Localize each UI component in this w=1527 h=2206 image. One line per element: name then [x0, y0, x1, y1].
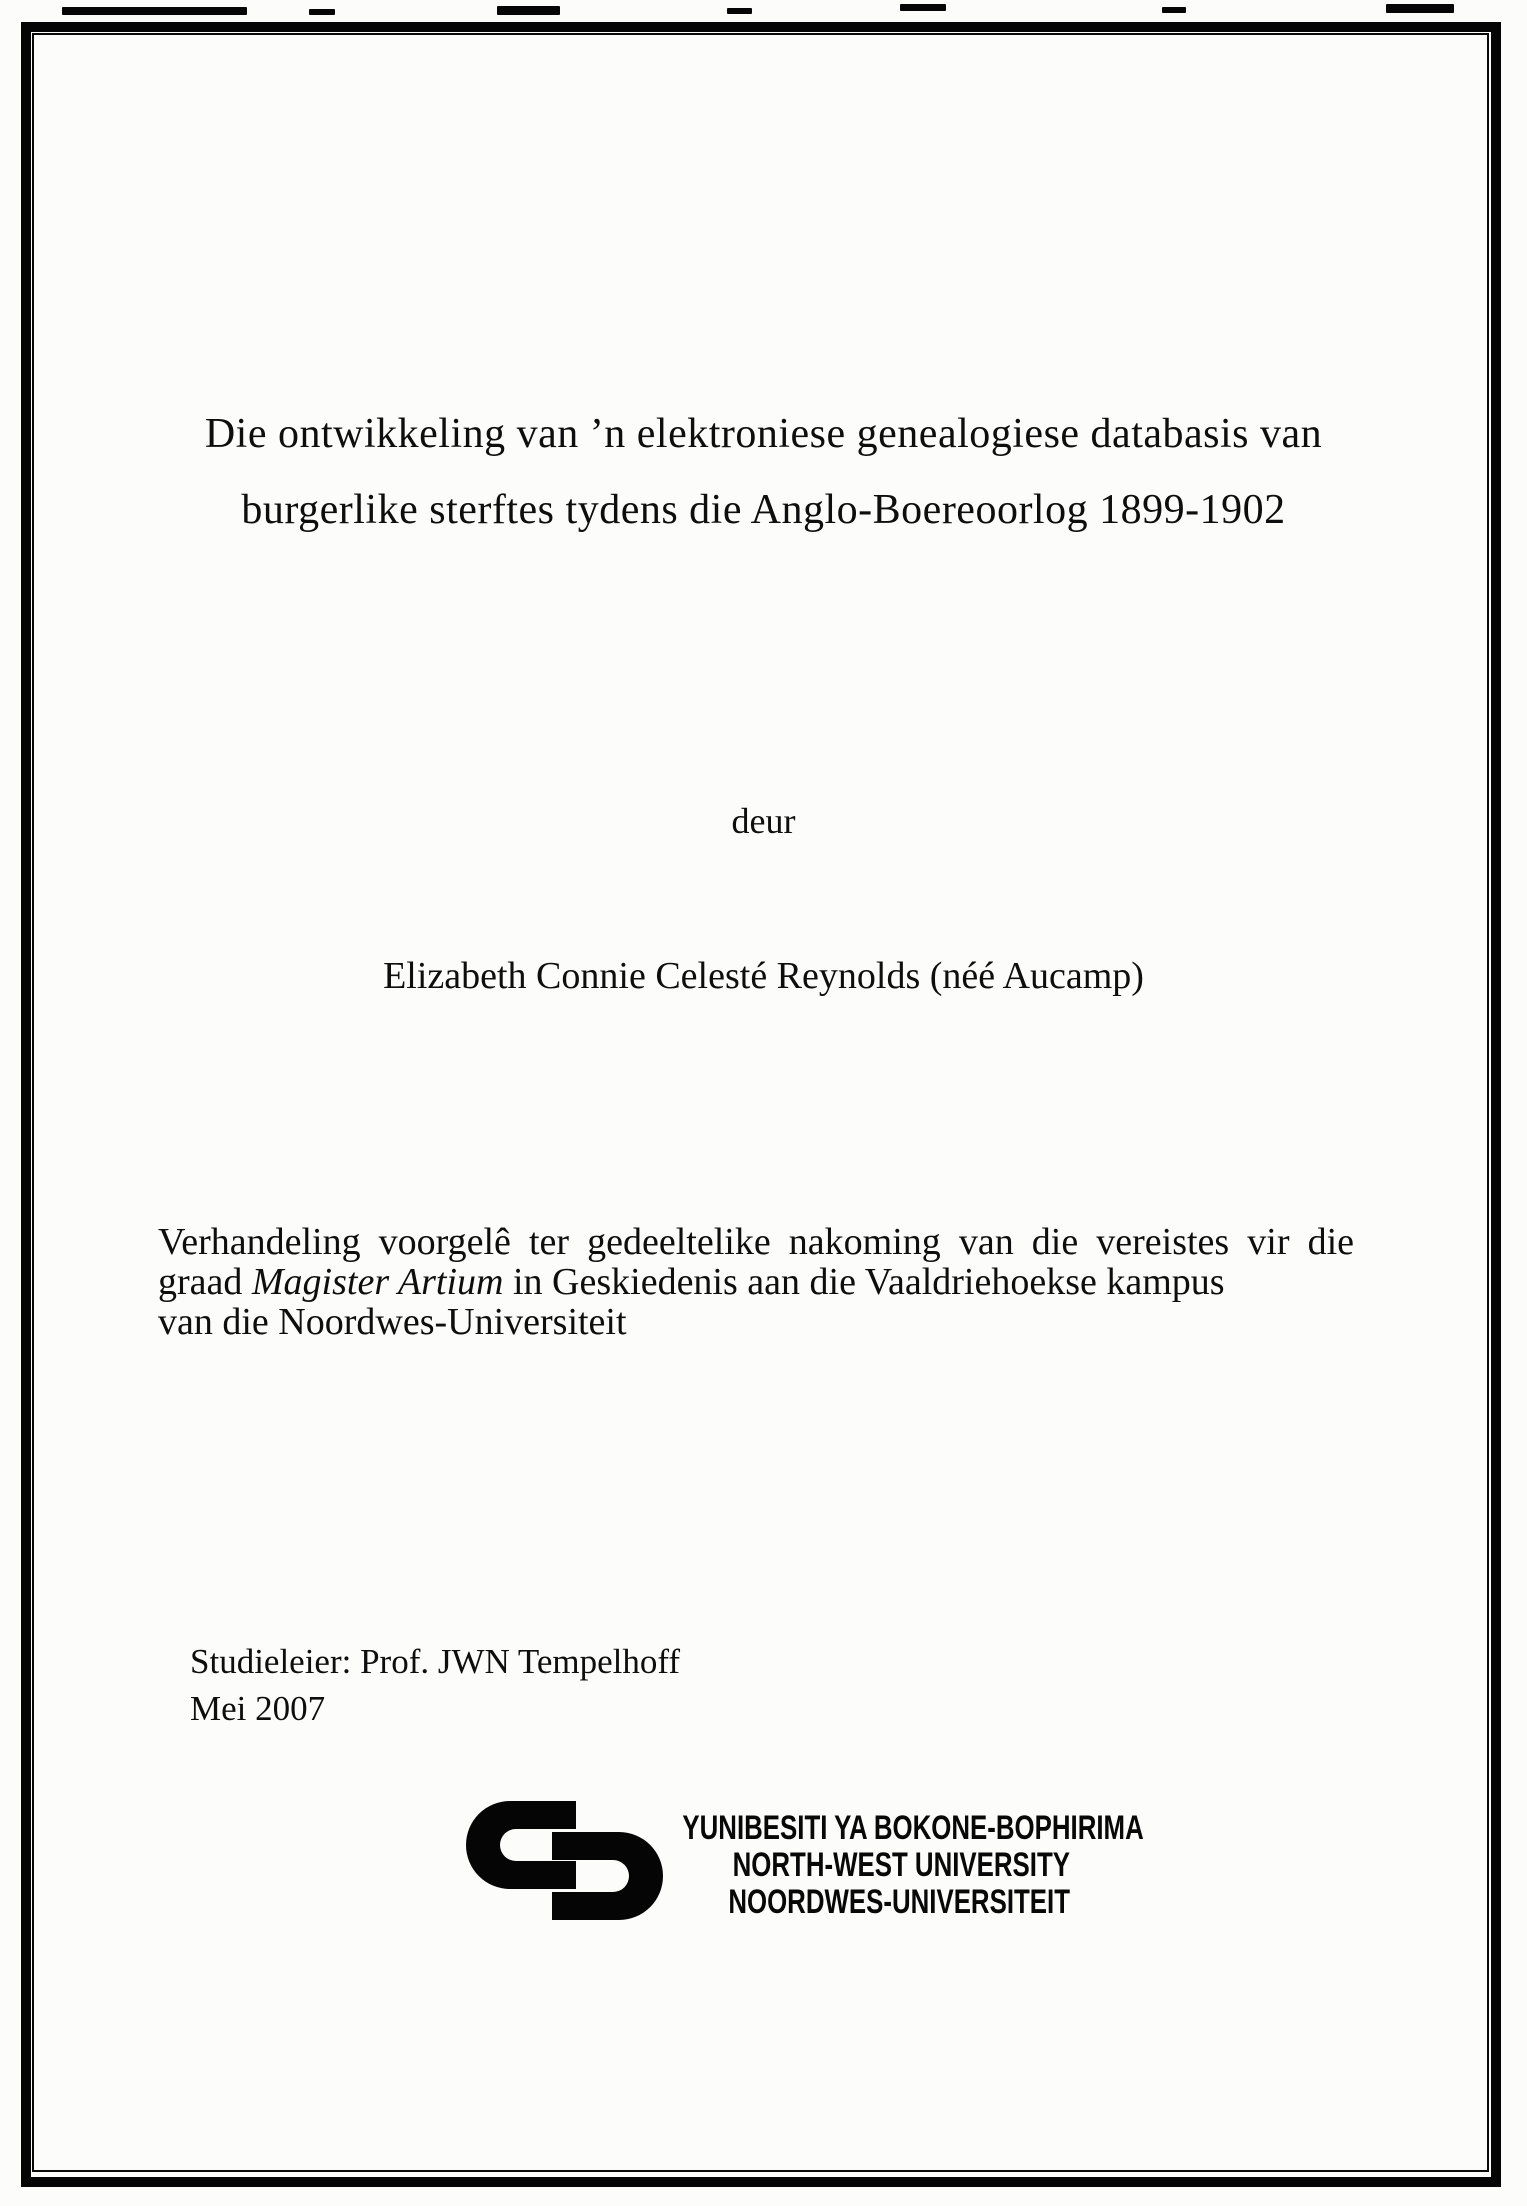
scan-artifact [62, 7, 247, 15]
university-logo [464, 1801, 1144, 1936]
scan-artifact [1162, 7, 1186, 13]
author-name: Elizabeth Connie Celesté Reynolds (néé Aucamp) [383, 955, 1144, 997]
logo-text-afrikaans: NOORDWES-UNIVERSITEIT [728, 1883, 1070, 1921]
degree-statement [158, 1222, 1354, 1342]
logo-text-english: NORTH-WEST UNIVERSITY [732, 1846, 1070, 1884]
degree-statement-line3: van die Noordwes-Universiteit [158, 1301, 627, 1343]
university-logo-text [560, 1809, 1144, 1921]
thesis-title-line1: Die ontwikkeling van ’n elektroniese genealogiese databasis van [204, 411, 1323, 457]
degree-statement-line2-suffix: in Geskiedenis aan die Vaaldriehoekse kampus [503, 1261, 1225, 1303]
scan-artifact [309, 9, 335, 15]
degree-title-italic: Magister Artium [251, 1261, 504, 1303]
date-line: Mei 2007 [190, 1689, 326, 1728]
supervisor-line: Studieleier: Prof. JWN Tempelhoff [190, 1642, 681, 1681]
thesis-title [95, 396, 1432, 548]
supervisor-block [190, 1638, 680, 1732]
scan-artifact [1386, 4, 1454, 13]
scan-artifact [497, 6, 560, 15]
degree-statement-line2-prefix: graad [158, 1261, 252, 1303]
scan-artifact [900, 4, 946, 11]
logo-text-setswana: YUNIBESITI YA BOKONE-BOPHIRIMA [682, 1809, 1144, 1847]
degree-statement-line1: Verhandeling voorgelê ter gedeeltelike nakoming van die vereistes vir die [158, 1221, 1354, 1263]
thesis-title-line2: burgerlike sterftes tydens die Anglo-Boereoorlog 1899-1902 [241, 487, 1286, 533]
byline-label: deur [731, 801, 796, 841]
scan-artifact [727, 8, 752, 14]
degree-statement-line2 [158, 1262, 1354, 1302]
